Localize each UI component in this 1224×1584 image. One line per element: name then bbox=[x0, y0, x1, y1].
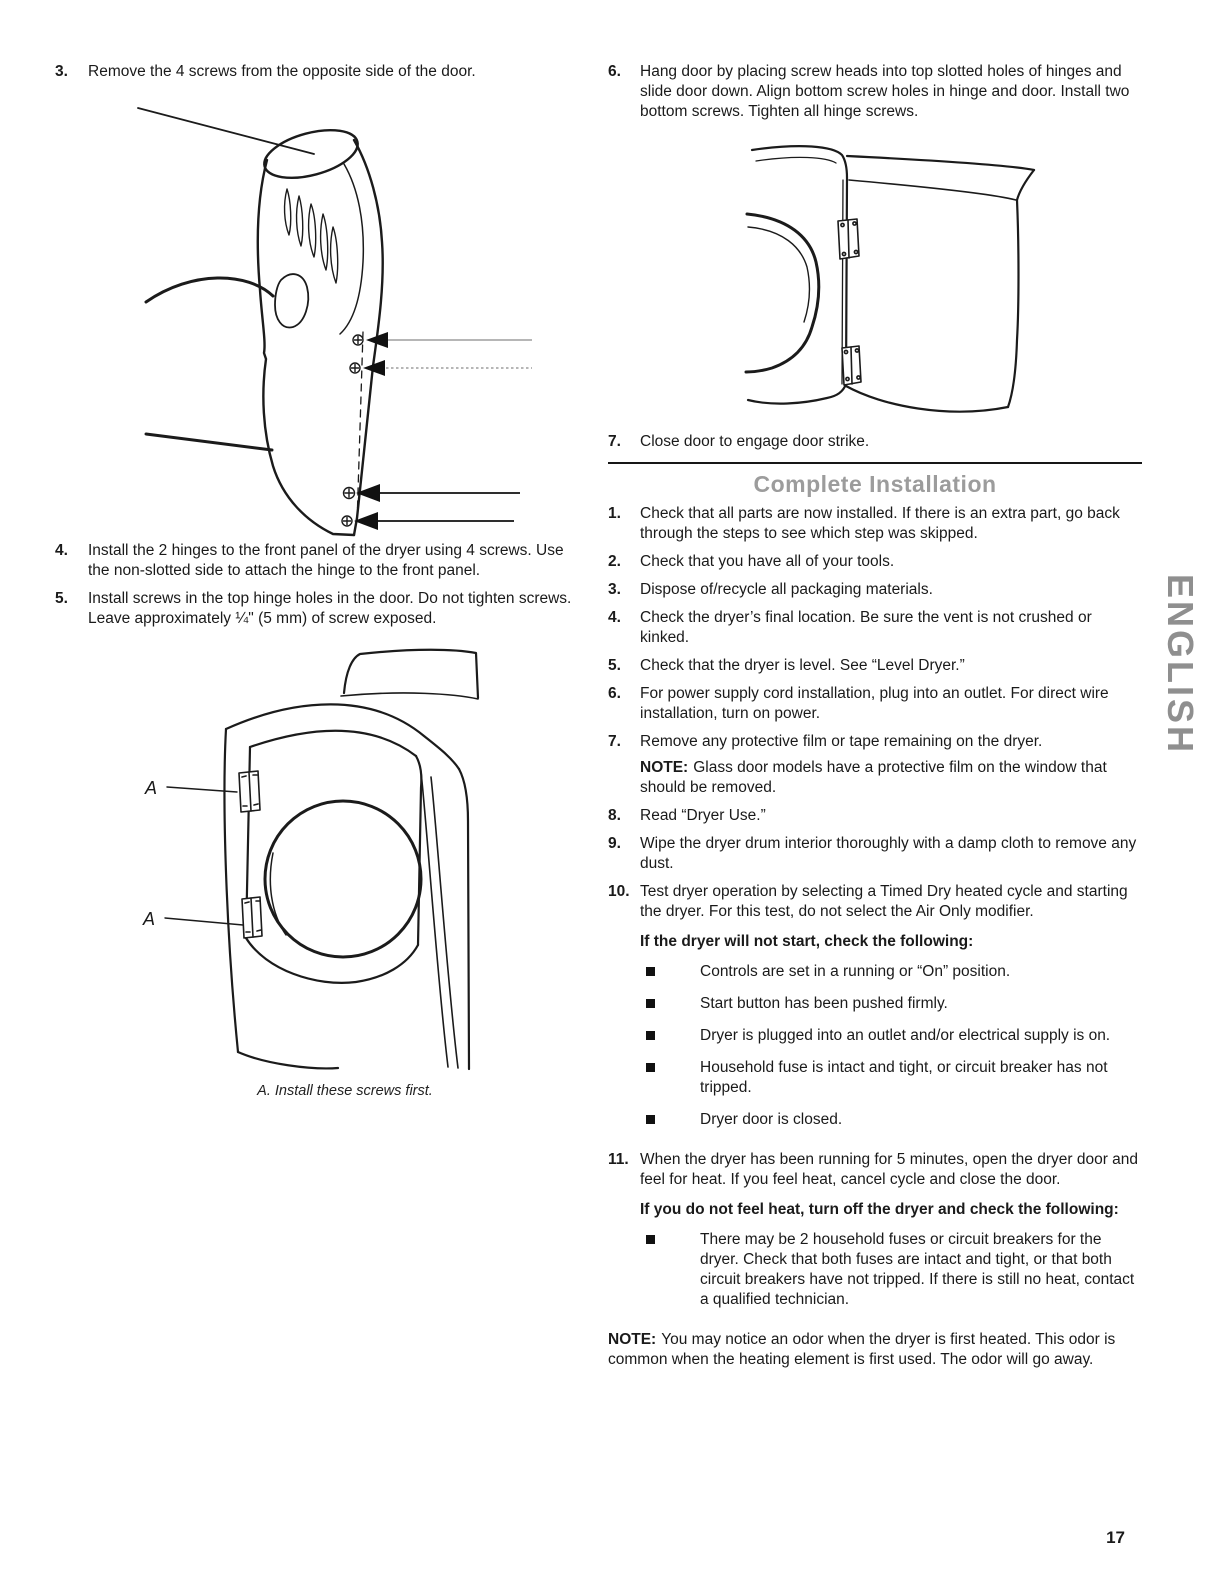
install-step-11 bbox=[608, 1150, 1142, 1322]
step-text: Remove any protective film or tape remaining on the dryer. bbox=[640, 733, 1043, 750]
note-text: You may notice an odor when the dryer is first heated. This odor is common when the heating element is first used. The odor will go away. bbox=[608, 1331, 1116, 1368]
install-step-10 bbox=[608, 882, 1142, 1142]
step-number: 6. bbox=[608, 63, 621, 80]
step-6 bbox=[608, 62, 1142, 122]
square-bullet-icon bbox=[646, 999, 655, 1008]
square-bullet-icon bbox=[646, 1115, 655, 1124]
step-text: Wipe the dryer drum interior thoroughly with a damp cloth to remove any dust. bbox=[640, 835, 1137, 872]
step-text: For power supply cord installation, plug into an outlet. For direct wire installation, turn on power. bbox=[640, 685, 1109, 722]
step-number: 7. bbox=[608, 433, 621, 450]
step-text: Hang door by placing screw heads into top slotted holes of hinges and slide door down. Align bottom screw holes in hinge and door. Install two bottom screws. Tighten all hinge screws. bbox=[640, 63, 1130, 120]
checklist bbox=[640, 1230, 1142, 1310]
note-label: NOTE: bbox=[640, 759, 689, 776]
hinge-label-a-bottom: A bbox=[143, 909, 156, 929]
step-text: Check the dryer’s final location. Be sure the vent is not crushed or kinked. bbox=[640, 609, 1092, 646]
step-number: 11. bbox=[608, 1151, 629, 1168]
square-bullet-icon bbox=[646, 1063, 655, 1072]
bottom-note bbox=[608, 1330, 1142, 1370]
step-text: Read “Dryer Use.” bbox=[640, 807, 766, 824]
install-step-4 bbox=[608, 608, 1142, 648]
step-text: Dispose of/recycle all packaging materials. bbox=[640, 581, 933, 598]
left-column bbox=[55, 62, 577, 1101]
step-text: Check that all parts are now installed. If there is an extra part, go back through the steps to see which step was skipped. bbox=[640, 505, 1120, 542]
install-step-6 bbox=[608, 684, 1142, 724]
step-text: Check that you have all of your tools. bbox=[640, 553, 895, 570]
checklist-item: Start button has been pushed firmly. bbox=[640, 994, 1142, 1014]
step-5 bbox=[55, 589, 577, 629]
install-step-7 bbox=[608, 732, 1142, 798]
hinge-icons bbox=[838, 219, 861, 385]
step-subhead: If the dryer will not start, check the following: bbox=[640, 933, 974, 950]
step-number: 6. bbox=[608, 685, 621, 702]
hang-door-illustration bbox=[696, 134, 1126, 424]
note-text: Glass door models have a protective film on the window that should be removed. bbox=[640, 759, 1107, 796]
install-step-5 bbox=[608, 656, 1142, 676]
hinge-icons bbox=[239, 771, 262, 938]
step-text: Check that the dryer is level. See “Level Dryer.” bbox=[640, 657, 965, 674]
checklist-item: There may be 2 household fuses or circuit breakers for the dryer. Check that both fuses are intact and tight, or that both circuit breakers have not tripped. If there is still no heat, contact a qualified technician. bbox=[640, 1230, 1142, 1310]
door-screws-illustration bbox=[100, 94, 570, 539]
step-number: 4. bbox=[608, 609, 621, 626]
step-text: When the dryer has been running for 5 minutes, open the dryer door and feel for heat. If you feel heat, cancel cycle and close the door. bbox=[640, 1151, 1139, 1188]
figure-caption: A. Install these screws first. bbox=[257, 1083, 433, 1099]
step-note bbox=[640, 758, 1142, 798]
language-tab-english: ENGLISH bbox=[1160, 574, 1201, 756]
note-label: NOTE: bbox=[608, 1331, 657, 1348]
install-step-9 bbox=[608, 834, 1142, 874]
step-number: 4. bbox=[55, 542, 68, 559]
page-number: 17 bbox=[1106, 1528, 1125, 1547]
step-text: Install the 2 hinges to the front panel of the dryer using 4 screws. Use the non-slotted side to attach the hinge to the front panel. bbox=[88, 542, 564, 579]
checklist bbox=[640, 962, 1142, 1130]
checklist-item: Controls are set in a running or “On” position. bbox=[640, 962, 1142, 982]
step-number: 1. bbox=[608, 505, 621, 522]
step-number: 9. bbox=[608, 835, 621, 852]
screw-arrow-icons bbox=[354, 332, 532, 530]
front-panel-figure bbox=[115, 641, 575, 1101]
right-column bbox=[608, 62, 1142, 1370]
step-number: 10. bbox=[608, 883, 630, 900]
step-number: 8. bbox=[608, 807, 621, 824]
step-number: 2. bbox=[608, 553, 621, 570]
step-text: Remove the 4 screws from the opposite side of the door. bbox=[88, 63, 476, 80]
step-text: Install screws in the top hinge holes in the door. Do not tighten screws. Leave approximately ¼" (5 mm) of screw exposed. bbox=[88, 590, 572, 627]
step-text: Close door to engage door strike. bbox=[640, 433, 870, 450]
square-bullet-icon bbox=[646, 967, 655, 976]
install-step-1 bbox=[608, 504, 1142, 544]
door-screws-figure bbox=[100, 94, 570, 539]
step-4 bbox=[55, 541, 577, 581]
section-title: Complete Installation bbox=[753, 471, 997, 497]
step-3 bbox=[55, 62, 577, 82]
step-number: 5. bbox=[608, 657, 621, 674]
hinge-label-a-top: A bbox=[145, 778, 158, 798]
step-text: Test dryer operation by selecting a Timed Dry heated cycle and starting the dryer. For this test, do not select the Air Only modifier. bbox=[640, 883, 1128, 920]
front-panel-hinges-illustration bbox=[115, 641, 575, 1081]
square-bullet-icon bbox=[646, 1031, 655, 1040]
step-number: 3. bbox=[608, 581, 621, 598]
checklist-item: Dryer is plugged into an outlet and/or electrical supply is on. bbox=[640, 1026, 1142, 1046]
install-step-3 bbox=[608, 580, 1142, 600]
step-7 bbox=[608, 432, 1142, 452]
install-step-2 bbox=[608, 552, 1142, 572]
install-step-8 bbox=[608, 806, 1142, 826]
section-divider bbox=[608, 462, 1142, 464]
checklist-item: Dryer door is closed. bbox=[640, 1110, 1142, 1130]
checklist-item: Household fuse is intact and tight, or circuit breaker has not tripped. bbox=[640, 1058, 1142, 1098]
square-bullet-icon bbox=[646, 1235, 655, 1244]
step-number: 3. bbox=[55, 63, 68, 80]
step-number: 5. bbox=[55, 590, 68, 607]
step-number: 7. bbox=[608, 733, 621, 750]
step-subhead: If you do not feel heat, turn off the dryer and check the following: bbox=[640, 1201, 1119, 1218]
hang-door-figure bbox=[696, 134, 1126, 424]
